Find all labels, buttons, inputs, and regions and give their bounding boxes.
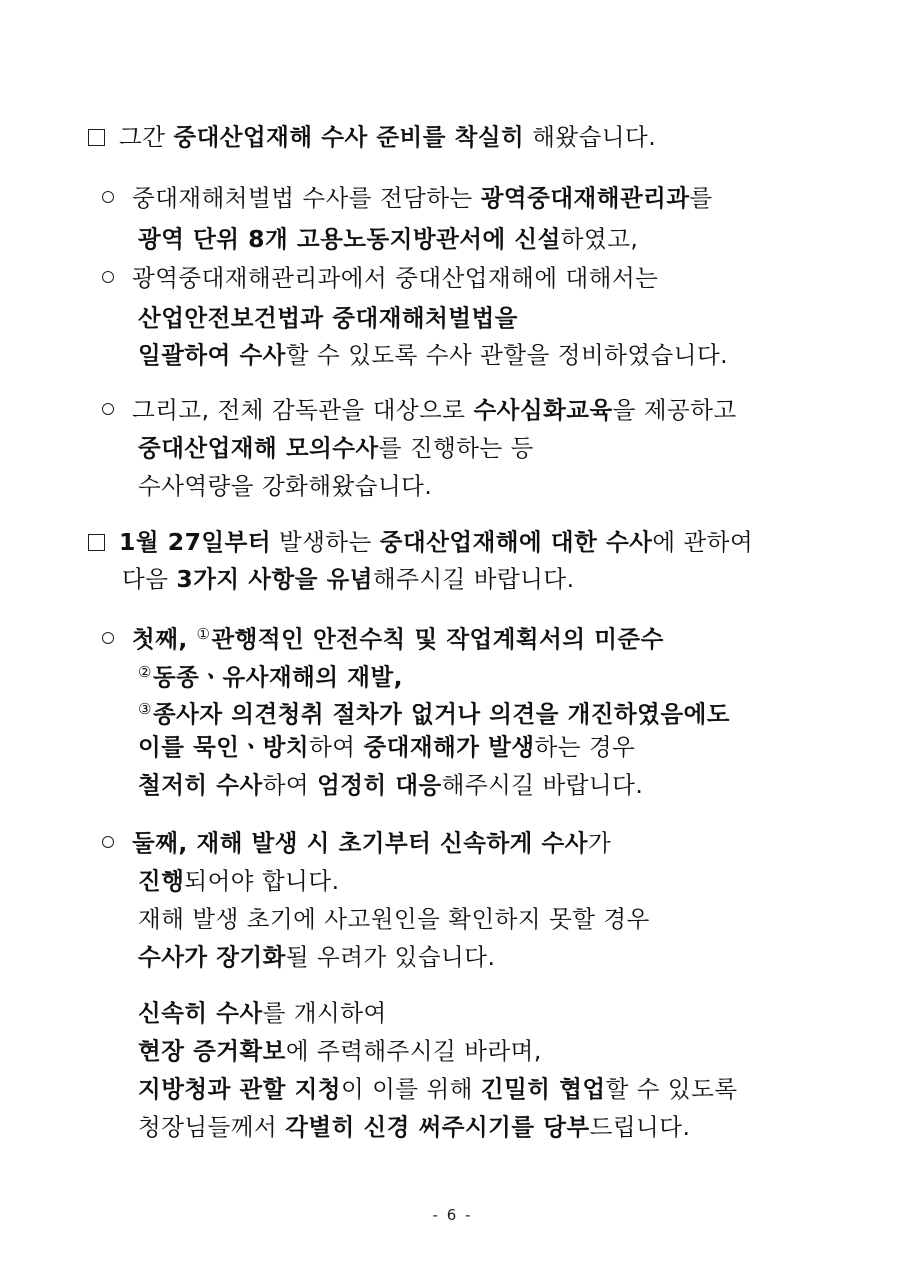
s1-b2-line2: 산업안전보건법과 중대재해처벌법을 bbox=[138, 304, 518, 332]
circle-bullet-icon bbox=[102, 191, 114, 203]
s1-b3-line2: 중대산업재해 모의수사를 진행하는 등 bbox=[138, 434, 534, 462]
s2-b1-line3: ③종사자 의견청취 절차가 없거나 의견을 개진하였음에도 bbox=[138, 700, 730, 728]
s2-b1-line1: 첫째, ①관행적인 안전수칙 및 작업계획서의 미준수 bbox=[102, 619, 664, 654]
circle-bullet-icon bbox=[102, 632, 114, 644]
s2-b1-line2: ②동종ㆍ유사재해의 재발, bbox=[138, 663, 404, 691]
s2-b2-line5: 신속히 수사를 개시하여 bbox=[138, 999, 387, 1027]
section-2-heading: 1월 27일부터 발생하는 중대산업재해에 대한 수사에 관하여 bbox=[88, 527, 753, 557]
page-number: - 6 - bbox=[432, 1206, 473, 1224]
square-bullet-icon bbox=[88, 129, 105, 146]
s2-b2-line1: 둘째, 재해 발생 시 초기부터 신속하게 수사가 bbox=[102, 828, 611, 858]
s1-b3-line1: 그리고, 전체 감독관을 대상으로 수사심화교육을 제공하고 bbox=[102, 395, 737, 425]
s2-b2-line6: 현장 증거확보에 주력해주시길 바라며, bbox=[138, 1037, 542, 1065]
circled-number-3: ③ bbox=[138, 700, 152, 718]
s2-b2-line7: 지방청과 관할 지청이 이를 위해 긴밀히 협업할 수 있도록 bbox=[138, 1075, 738, 1103]
section-1-heading: 그간 중대산업재해 수사 준비를 착실히 해왔습니다. bbox=[88, 122, 656, 152]
s2-b2-line8: 청장님들께서 각별히 신경 써주시기를 당부드립니다. bbox=[138, 1113, 691, 1141]
s2-b1-line5: 철저히 수사하여 엄정히 대응해주시길 바랍니다. bbox=[138, 771, 644, 799]
s1-b1-line1: 중대재해처벌법 수사를 전담하는 광역중대재해관리과를 bbox=[102, 183, 713, 213]
s1-b1-line2: 광역 단위 8개 고용노동지방관서에 신설하였고, bbox=[138, 225, 639, 253]
s1-b2-line1: 광역중대재해관리과에서 중대산업재해에 대해서는 bbox=[102, 263, 658, 293]
circled-number-2: ② bbox=[138, 663, 152, 681]
s2-b2-line3: 재해 발생 초기에 사고원인을 확인하지 못할 경우 bbox=[138, 905, 650, 933]
s2-b2-line2: 진행되어야 합니다. bbox=[138, 867, 340, 895]
circle-bullet-icon bbox=[102, 271, 114, 283]
section-2-heading-line2: 다음 3가지 사항을 유념해주시길 바랍니다. bbox=[122, 565, 575, 593]
circled-number-1: ① bbox=[196, 625, 211, 643]
square-bullet-icon bbox=[88, 534, 105, 551]
s2-b2-line4: 수사가 장기화될 우려가 있습니다. bbox=[138, 943, 496, 971]
s1-b3-line3: 수사역량을 강화해왔습니다. bbox=[138, 472, 433, 500]
s2-b1-line4: 이를 묵인ㆍ방치하여 중대재해가 발생하는 경우 bbox=[138, 733, 636, 761]
s1-b2-line3: 일괄하여 수사할 수 있도록 수사 관할을 정비하였습니다. bbox=[138, 341, 729, 369]
circle-bullet-icon bbox=[102, 403, 114, 415]
circle-bullet-icon bbox=[102, 836, 114, 848]
